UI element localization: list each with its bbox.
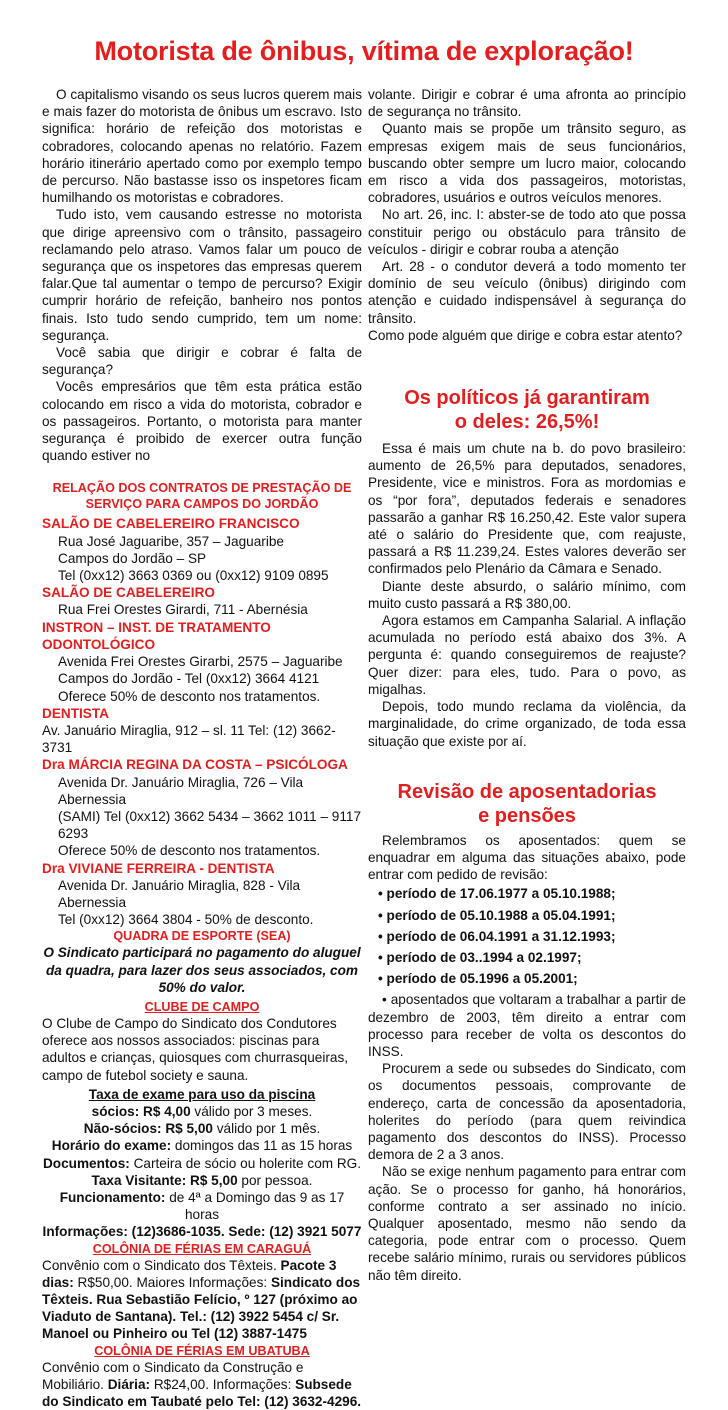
- caragua-text: Convênio com o Sindicato dos Têxteis. Pacote 3 dias: R$50,00. Maiores Informações: Sindicato dos Têxteis. Rua Sebastião Felício, º 127 (próximo ao Viaduto de Santana). Tel.: (12) 3922 5454 c/ Sr. Manoel ou Pinheiro ou Tel (12) 3887-1475: [42, 1257, 361, 1342]
- politicos-paragraph: Essa é mais um chute na b. do povo brasileiro: aumento de 26,5% para deputados, senadores, Presidente, vice e ministros. Fora as mordomias e os “por fora”, deputados federais e senadores passarão a ganhar R$ 16.250,42. Este valor supera até o salário do Presidente que, com reajuste, passará a R$ 11.239,24. Estes valores deverão ser confirmados pelo Plenário da Câmara e Senado.: [368, 441, 686, 577]
- right-paragraph: volante. Dirigir e cobrar é uma afronta ao princípio de segurança no trânsito.: [368, 87, 686, 120]
- listing-name: SALÃO DE CABELEREIRO FRANCISCO: [42, 516, 300, 532]
- quadra-text: O Sindicato participará no pagamento do aluguel da quadra, para lazer dos seus associados, com 50% do valor.: [43, 945, 361, 995]
- taxa-line: Não-sócios: R$ 5,00 válido por 1 mês.: [83, 1121, 321, 1137]
- clube-text: O Clube de Campo do Sindicato dos Condutores oferece aos nossos associados: piscinas para adultos e crianças, quiosques com churrasqueiras, campo de futebol society e sauna.: [42, 1015, 349, 1083]
- ubatuba-title: COLÔNIA DE FÉRIAS EM UBATUBA: [94, 1343, 310, 1358]
- listing-line: Campos do Jordão - Tel (0xx12) 3664 4121: [58, 671, 320, 687]
- listing-line: Rua Frei Orestes Girardi, 711 - Abernésia: [58, 602, 308, 618]
- periodo-item: • período de 05.10.1988 a 05.04.1991;: [378, 907, 616, 923]
- listing-line: Avenida Dr. Januário Miraglia, 828 - Vila Abernessia: [58, 877, 301, 910]
- clube-title: CLUBE DE CAMPO: [144, 999, 260, 1014]
- taxa-line: Documentos: Carteira de sócio ou holerite com RG.: [42, 1155, 362, 1171]
- listing-line: Avenida Frei Orestes Girarbi, 2575 – Jaguaribe: [58, 654, 343, 670]
- revisao-paragraph: • aposentados que voltaram a trabalhar a partir de dezembro de 2003, têm direito a entrar com processo para receber de volta os descontos do INSS.: [368, 992, 686, 1059]
- listing-line: Avenida Dr. Januário Miraglia, 726 – Vila Abernessia: [58, 774, 304, 807]
- listing-line: Av. Januário Miraglia, 912 – sl. 11 Tel: (12) 3662-3731: [42, 722, 336, 756]
- right-paragraph: Quanto mais se propõe um trânsito seguro, as empresas exigem mais de seus funcionários, buscando obter sempre um lucro maior, colocando em risco a vida dos passageiros, motoristas, cobradores, usuários e outros veículos menores.: [368, 121, 686, 206]
- left-paragraph: O capitalismo visando os seus lucros querem mais e mais fazer do motorista de ônibus um escravo. Isto significa: horário de refeição dos motoristas e cobradores, colocando apenas no relatório. Fazem horário itinerário apertado como por exemplo tempo de percurso. Não bastasse isso os inspetores ficam humilhando os motoristas e cobradores.: [42, 87, 362, 206]
- revisao-paragraph: Não se exige nenhum pagamento para entrar com ação. Se o processo for ganho, há honorários, conforme contrato a ser assinado no início. Qualquer aposentado, mesmo não sendo da categoria, pode entrar com o processo. Quem recebe salário mínimo, rurais ou servidores públicos não têm direito.: [368, 1164, 686, 1283]
- quadra-title: QUADRA DE ESPORTE (SEA): [113, 929, 291, 944]
- revisao-intro: Relembramos os aposentados: quem se enquadrar em alguma das situações abaixo, pode entrar com pedido de revisão:: [368, 832, 686, 883]
- politicos-paragraph: Agora estamos em Campanha Salarial. A inflação acumulada no período está abaixo dos 3%. A pergunta é: quando conseguiremos de reajuste? Quer dizer: para eles, tudo. Para o povo, as migalhas.: [368, 613, 686, 697]
- revisao-title: e pensões: [478, 804, 576, 827]
- taxa-line: Funcionamento: de 4ª a Domingo das 9 as 17 horas: [59, 1189, 345, 1223]
- ubatuba-text: Convênio com o Sindicato da Construção e Mobiliário. Diária: R$24,00. Informações: Subsede do Sindicato em Taubaté pelo Tel: (12) 3632-4296.: [42, 1359, 362, 1410]
- periodo-item: • período de 06.04.1991 a 31.12.1993;: [378, 928, 616, 944]
- listing-name: DENTISTA: [42, 705, 109, 721]
- left-paragraph: Vocês empresários que têm esta prática estão colocando em risco a vida do motorista, cobrador e os passageiros. Portanto, o motorista para manter segurança é proibido de exercer outra função quando estiver no: [42, 379, 362, 464]
- listing-line: Rua José Jaguaribe, 357 – Jaguaribe: [58, 533, 284, 549]
- listing-name: Dra VIVIANE FERREIRA - DENTISTA: [42, 860, 275, 876]
- left-paragraph: Você sabia que dirigir e cobrar é falta de segurança?: [42, 345, 362, 378]
- taxa-line: Horário do exame: domingos das 11 as 15 horas: [51, 1138, 353, 1154]
- taxa-line: Taxa Visitante: R$ 5,00 por pessoa.: [91, 1172, 313, 1188]
- periodo-item: • período de 17.06.1977 a 05.10.1988;: [378, 886, 616, 902]
- listing-line: Tel (0xx12) 3663 0369 ou (0xx12) 9109 0895: [58, 568, 329, 584]
- listing-line: Campos do Jordão – SP: [58, 550, 207, 566]
- listing-name: SALÃO DE CABELEREIRO: [42, 585, 215, 601]
- revisao-paragraph: Procurem a sede ou subsedes do Sindicato, com os documentos pessoais, comprovante de endereço, carta de concessão da aposentadoria, holerites do período (para quem reivindica pagamento dos descontos do INSS). Processo demora de 2 a 3 anos.: [368, 1061, 686, 1163]
- politicos-paragraph: Depois, todo mundo reclama da violência, da marginalidade, do crime organizado, de toda essa situação que existe por aí.: [368, 699, 686, 749]
- listing-line: Oferece 50% de desconto nos tratamentos.: [58, 843, 321, 859]
- contracts-title: RELAÇÃO DOS CONTRATOS DE PRESTAÇÃO DE SERVIÇO PARA CAMPOS DO JORDÃO: [52, 481, 352, 512]
- right-paragraph: No art. 26, inc. I: abster-se de todo ato que possa constituir perigo ou obstáculo para trânsito de veículos - dirigir e cobrar rouba a atenção: [368, 207, 686, 257]
- listing-name: INSTRON – INST. DE TRATAMENTO ODONTOLÓGICO: [42, 619, 271, 652]
- headline: Motorista de ônibus, vítima de exploração!: [94, 36, 634, 66]
- politicos-title: o deles: 26,5%!: [454, 411, 600, 434]
- informacoes-line: Informações: (12)3686-1035. Sede: (12) 3921 5077: [42, 1224, 362, 1240]
- periodo-item: • período de 03..1994 a 02.1997;: [378, 949, 582, 965]
- revisao-title: Revisão de aposentadorias: [397, 780, 657, 803]
- listing-name: Dra MÁRCIA REGINA DA COSTA – PSICÓLOGA: [42, 757, 348, 773]
- right-column: [368, 86, 686, 1284]
- left-column: [42, 86, 362, 1410]
- left-paragraph: Tudo isto, vem causando estresse no motorista que dirige apreensivo com o trânsito, passageiro reclamando pelo atraso. Vamos falar um pouco de segurança que os inspetores das empresas querem falar.Que tal aumentar o tempo de percurso? Exigir cumprir horário de refeição, banheiro nos pontos finais. Isto tudo sendo cumprido, tem um nome: segurança.: [42, 207, 362, 343]
- listing-line: (SAMI) Tel (0xx12) 3662 5434 – 3662 1011 – 9117 6293: [58, 808, 362, 842]
- politicos-paragraph: Diante deste absurdo, o salário mínimo, com muito custo passará a R$ 380,00.: [368, 578, 686, 611]
- taxa-line: sócios: R$ 4,00 válido por 3 meses.: [91, 1103, 313, 1119]
- taxa-title: Taxa de exame para uso da piscina: [88, 1086, 316, 1102]
- caragua-title: COLÔNIA DE FÉRIAS EM CARAGUÁ: [92, 1241, 312, 1256]
- periodo-item: • período de 05.1996 a 05.2001;: [378, 971, 578, 987]
- listing-line: Tel (0xx12) 3664 3804 - 50% de desconto.: [58, 912, 314, 928]
- politicos-title: Os políticos já garantiram: [404, 387, 650, 410]
- right-paragraph: Art. 28 - o condutor deverá a todo momento ter domínio de seu veículo (ônibus) dirigindo com atenção e cuidado indispensável à segurança do trânsito.: [368, 259, 686, 326]
- listing-line: Oferece 50% de desconto nos tratamentos.: [58, 688, 321, 704]
- right-paragraph: Como pode alguém que dirige e cobra estar atento?: [368, 327, 683, 343]
